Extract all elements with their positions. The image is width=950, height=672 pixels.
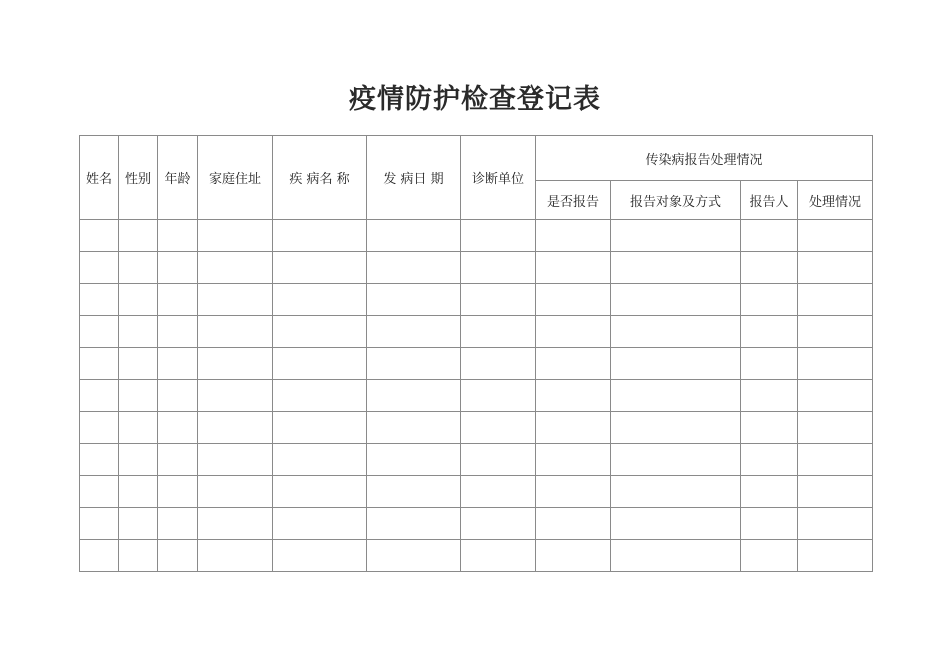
registration-table: [79, 135, 873, 572]
cell-name[interactable]: [80, 476, 119, 508]
cell-onset-date[interactable]: [367, 348, 461, 380]
cell-address[interactable]: [198, 476, 273, 508]
table-row: [80, 220, 873, 252]
cell-age[interactable]: [158, 444, 198, 476]
cell-address[interactable]: [198, 284, 273, 316]
cell-report-target-method[interactable]: [611, 348, 741, 380]
cell-gender[interactable]: [119, 284, 158, 316]
cell-address[interactable]: [198, 508, 273, 540]
cell-disease-name[interactable]: [273, 348, 367, 380]
page-title: 疫情防护检查登记表: [349, 84, 601, 115]
cell-name[interactable]: [80, 380, 119, 412]
cell-onset-date[interactable]: [367, 220, 461, 252]
cell-diagnosis-unit[interactable]: [461, 220, 536, 252]
cell-reporter[interactable]: [741, 540, 798, 572]
cell-onset-date[interactable]: [367, 380, 461, 412]
cell-report-target-method[interactable]: [611, 316, 741, 348]
cell-reporter[interactable]: [741, 252, 798, 284]
cell-onset-date[interactable]: [367, 252, 461, 284]
cell-gender[interactable]: [119, 220, 158, 252]
table-row: [80, 540, 873, 572]
cell-name[interactable]: [80, 412, 119, 444]
header-reporter: 报告人: [741, 181, 798, 220]
table-row: [80, 476, 873, 508]
cell-onset-date[interactable]: [367, 508, 461, 540]
cell-gender[interactable]: [119, 380, 158, 412]
cell-reported[interactable]: [536, 444, 611, 476]
header-report-group: 传染病报告处理情况: [536, 136, 873, 181]
cell-disease-name[interactable]: [273, 380, 367, 412]
table-row: [80, 348, 873, 380]
cell-name[interactable]: [80, 444, 119, 476]
cell-handling[interactable]: [798, 444, 873, 476]
cell-reported[interactable]: [536, 252, 611, 284]
table-row: [80, 508, 873, 540]
cell-reported[interactable]: [536, 540, 611, 572]
header-gender: 性别: [119, 136, 158, 220]
cell-address[interactable]: [198, 348, 273, 380]
cell-report-target-method[interactable]: [611, 284, 741, 316]
cell-age[interactable]: [158, 316, 198, 348]
cell-disease-name[interactable]: [273, 540, 367, 572]
cell-reporter[interactable]: [741, 284, 798, 316]
cell-report-target-method[interactable]: [611, 412, 741, 444]
cell-age[interactable]: [158, 508, 198, 540]
header-address: 家庭住址: [198, 136, 273, 220]
cell-age[interactable]: [158, 348, 198, 380]
header-row-top: [80, 136, 873, 181]
cell-reported[interactable]: [536, 380, 611, 412]
cell-diagnosis-unit[interactable]: [461, 348, 536, 380]
cell-onset-date[interactable]: [367, 316, 461, 348]
cell-onset-date[interactable]: [367, 444, 461, 476]
cell-onset-date[interactable]: [367, 476, 461, 508]
cell-reporter[interactable]: [741, 508, 798, 540]
cell-age[interactable]: [158, 540, 198, 572]
cell-report-target-method[interactable]: [611, 444, 741, 476]
cell-address[interactable]: [198, 252, 273, 284]
cell-gender[interactable]: [119, 444, 158, 476]
cell-name[interactable]: [80, 220, 119, 252]
cell-report-target-method[interactable]: [611, 508, 741, 540]
cell-handling[interactable]: [798, 252, 873, 284]
cell-reported[interactable]: [536, 316, 611, 348]
cell-gender[interactable]: [119, 316, 158, 348]
cell-handling[interactable]: [798, 284, 873, 316]
cell-reporter[interactable]: [741, 220, 798, 252]
cell-handling[interactable]: [798, 412, 873, 444]
cell-onset-date[interactable]: [367, 540, 461, 572]
cell-diagnosis-unit[interactable]: [461, 412, 536, 444]
cell-diagnosis-unit[interactable]: [461, 540, 536, 572]
cell-disease-name[interactable]: [273, 412, 367, 444]
cell-address[interactable]: [198, 540, 273, 572]
cell-disease-name[interactable]: [273, 508, 367, 540]
cell-diagnosis-unit[interactable]: [461, 284, 536, 316]
cell-age[interactable]: [158, 284, 198, 316]
cell-reported[interactable]: [536, 476, 611, 508]
header-age: 年龄: [158, 136, 198, 220]
cell-name[interactable]: [80, 284, 119, 316]
table-body: [80, 220, 873, 572]
cell-report-target-method[interactable]: [611, 476, 741, 508]
cell-address[interactable]: [198, 412, 273, 444]
cell-handling[interactable]: [798, 348, 873, 380]
cell-age[interactable]: [158, 380, 198, 412]
cell-diagnosis-unit[interactable]: [461, 316, 536, 348]
cell-reporter[interactable]: [741, 444, 798, 476]
cell-reported[interactable]: [536, 348, 611, 380]
cell-age[interactable]: [158, 412, 198, 444]
cell-name[interactable]: [80, 348, 119, 380]
header-onset-date: 发 病日 期: [367, 136, 461, 220]
cell-gender[interactable]: [119, 540, 158, 572]
cell-address[interactable]: [198, 220, 273, 252]
cell-disease-name[interactable]: [273, 316, 367, 348]
cell-disease-name[interactable]: [273, 220, 367, 252]
cell-reporter[interactable]: [741, 476, 798, 508]
table-row: [80, 252, 873, 284]
cell-age[interactable]: [158, 252, 198, 284]
header-report-target-method: 报告对象及方式: [611, 181, 741, 220]
cell-reported[interactable]: [536, 220, 611, 252]
cell-disease-name[interactable]: [273, 284, 367, 316]
header-handling: 处理情况: [798, 181, 873, 220]
cell-diagnosis-unit[interactable]: [461, 476, 536, 508]
cell-gender[interactable]: [119, 348, 158, 380]
cell-name[interactable]: [80, 508, 119, 540]
cell-reporter[interactable]: [741, 348, 798, 380]
table-row: [80, 380, 873, 412]
cell-address[interactable]: [198, 380, 273, 412]
header-reported: 是否报告: [536, 181, 611, 220]
cell-reporter[interactable]: [741, 412, 798, 444]
cell-handling[interactable]: [798, 380, 873, 412]
cell-onset-date[interactable]: [367, 412, 461, 444]
header-disease-name: 疾 病名 称: [273, 136, 367, 220]
cell-name[interactable]: [80, 540, 119, 572]
cell-diagnosis-unit[interactable]: [461, 508, 536, 540]
cell-handling[interactable]: [798, 476, 873, 508]
cell-handling[interactable]: [798, 508, 873, 540]
cell-disease-name[interactable]: [273, 444, 367, 476]
cell-report-target-method[interactable]: [611, 220, 741, 252]
table-row: [80, 284, 873, 316]
cell-onset-date[interactable]: [367, 284, 461, 316]
cell-diagnosis-unit[interactable]: [461, 252, 536, 284]
table-row: [80, 316, 873, 348]
cell-diagnosis-unit[interactable]: [461, 444, 536, 476]
cell-gender[interactable]: [119, 252, 158, 284]
cell-age[interactable]: [158, 476, 198, 508]
header-diagnosis-unit: 诊断单位: [461, 136, 536, 220]
cell-address[interactable]: [198, 316, 273, 348]
cell-reported[interactable]: [536, 508, 611, 540]
cell-reported[interactable]: [536, 284, 611, 316]
cell-gender[interactable]: [119, 508, 158, 540]
cell-report-target-method[interactable]: [611, 540, 741, 572]
cell-reported[interactable]: [536, 412, 611, 444]
table-row: [80, 412, 873, 444]
cell-diagnosis-unit[interactable]: [461, 380, 536, 412]
cell-reporter[interactable]: [741, 316, 798, 348]
cell-handling[interactable]: [798, 540, 873, 572]
cell-name[interactable]: [80, 316, 119, 348]
cell-name[interactable]: [80, 252, 119, 284]
cell-report-target-method[interactable]: [611, 252, 741, 284]
table-row: [80, 444, 873, 476]
cell-age[interactable]: [158, 220, 198, 252]
cell-gender[interactable]: [119, 476, 158, 508]
cell-gender[interactable]: [119, 412, 158, 444]
cell-handling[interactable]: [798, 316, 873, 348]
cell-handling[interactable]: [798, 220, 873, 252]
cell-disease-name[interactable]: [273, 476, 367, 508]
cell-address[interactable]: [198, 444, 273, 476]
cell-report-target-method[interactable]: [611, 380, 741, 412]
cell-reporter[interactable]: [741, 380, 798, 412]
cell-disease-name[interactable]: [273, 252, 367, 284]
header-name: 姓名: [80, 136, 119, 220]
